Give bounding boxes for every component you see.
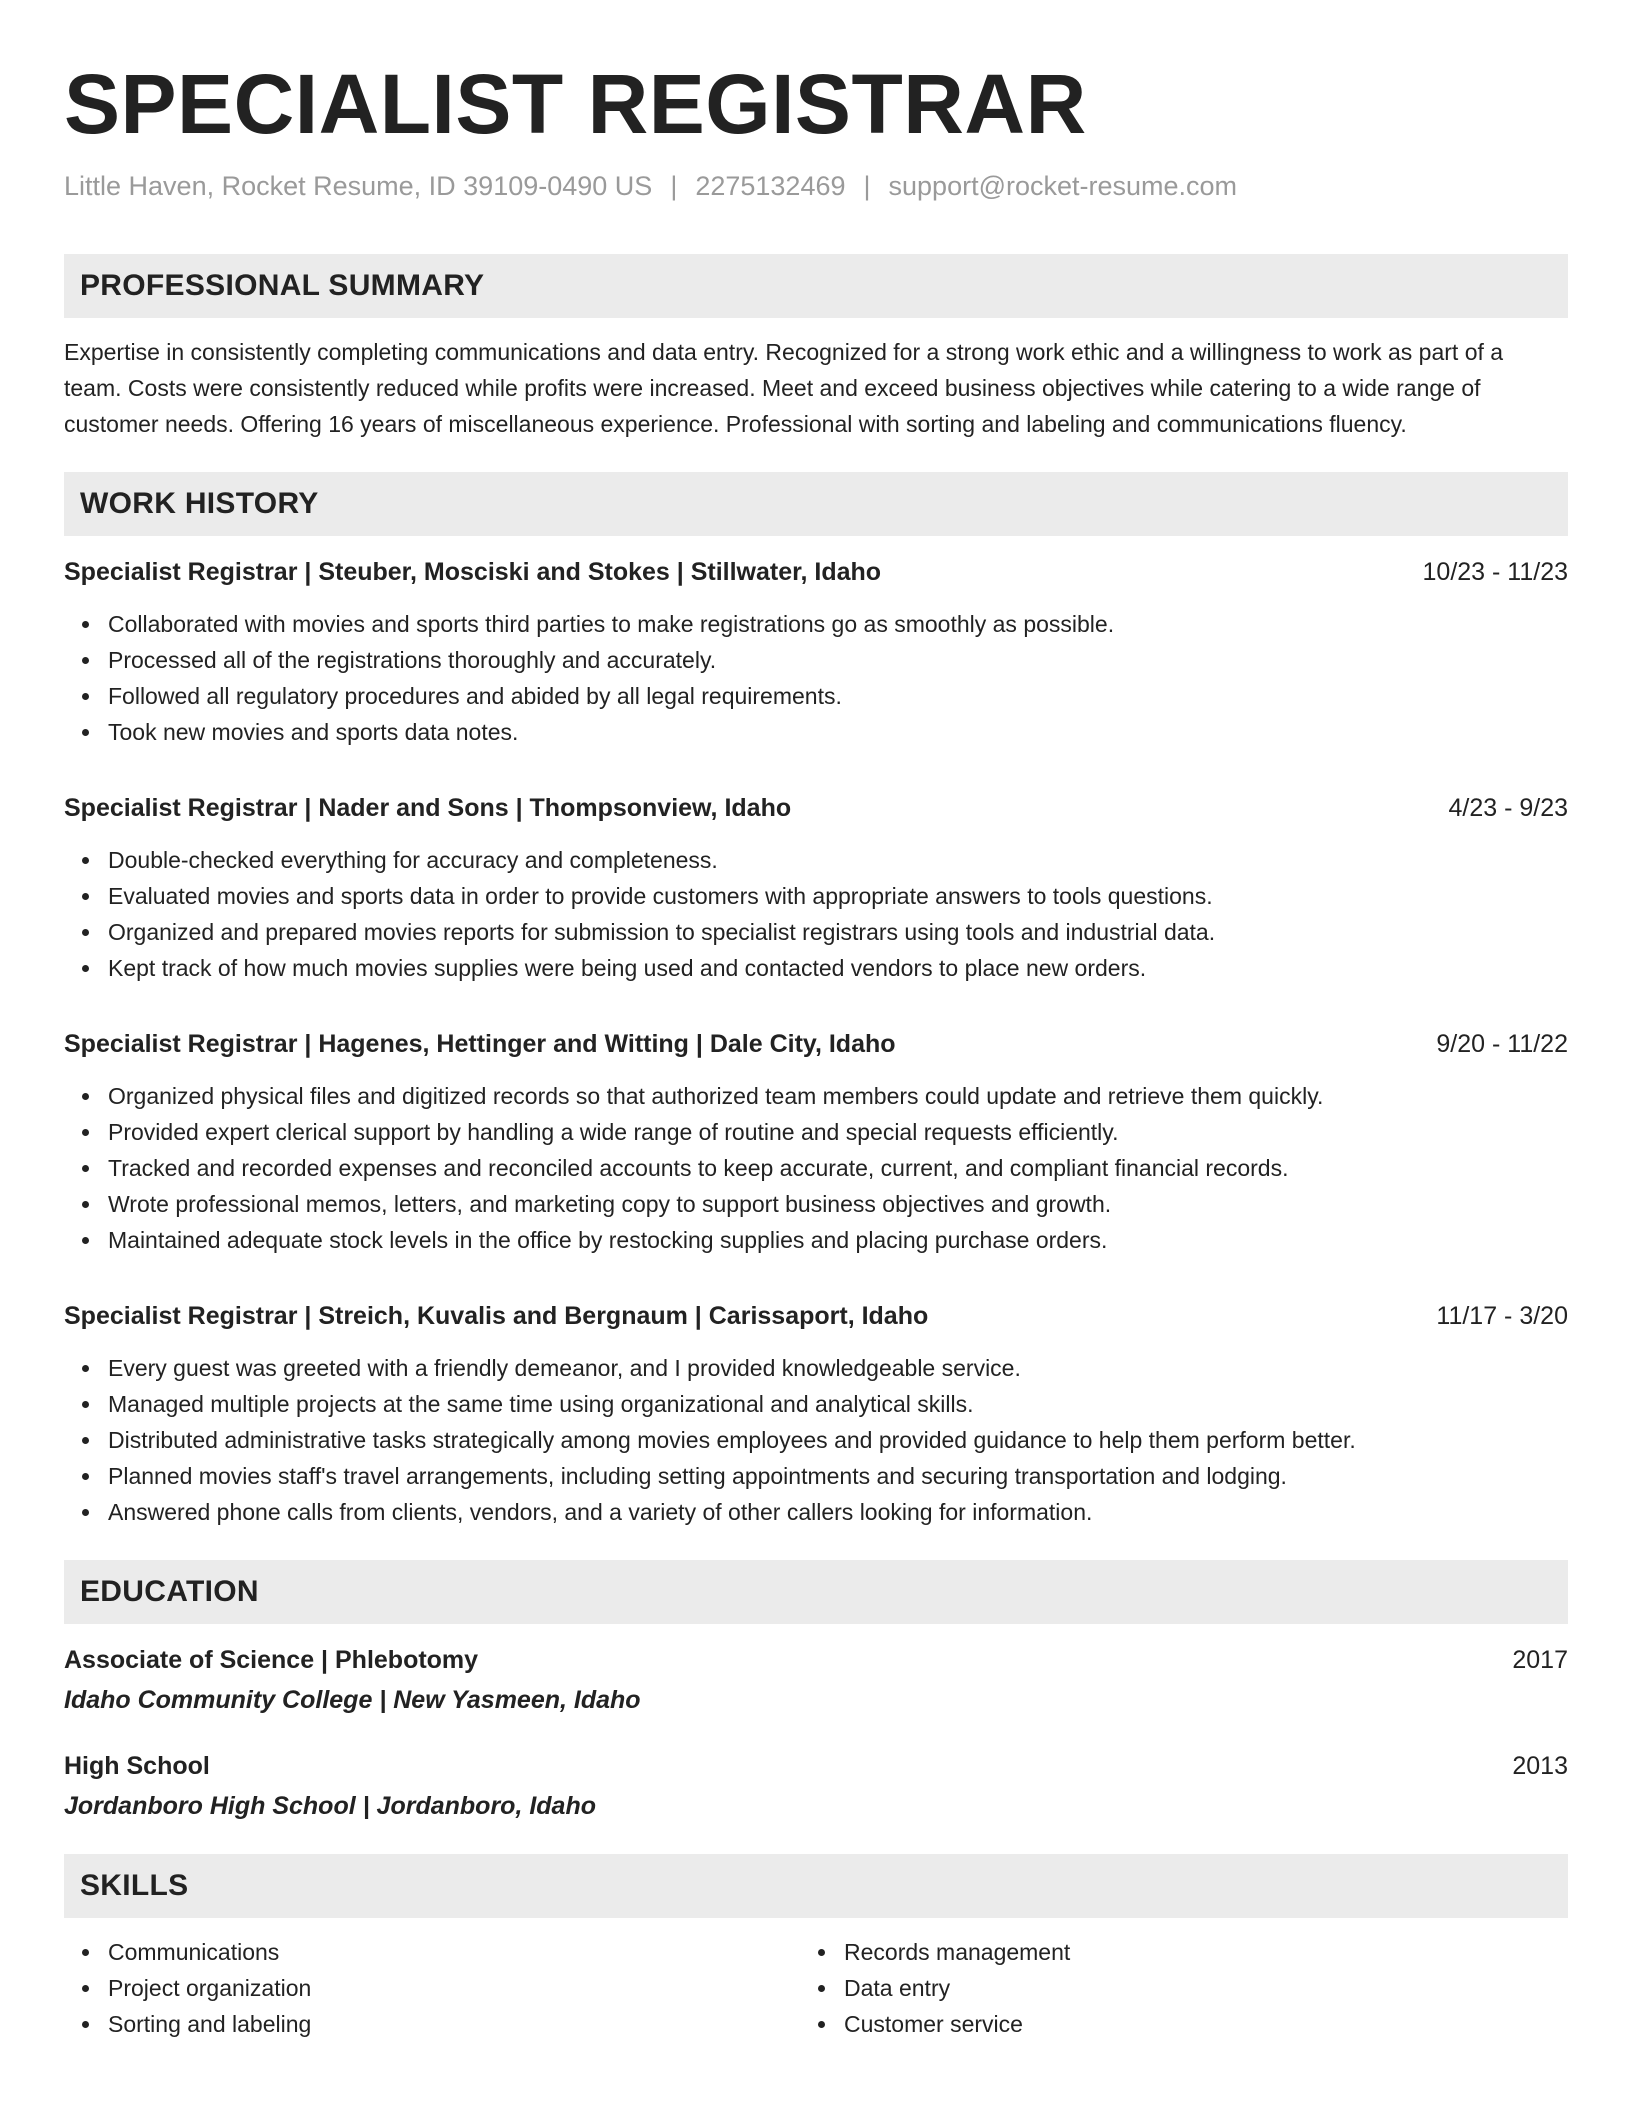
job-bullet: Provided expert clerical support by handling a wide range of routine and special requests efficiently.: [64, 1114, 1568, 1150]
section-header-education: EDUCATION: [64, 1560, 1568, 1624]
job-bullet: Answered phone calls from clients, vendors, and a variety of other callers looking for information.: [64, 1494, 1568, 1530]
job-dates: 9/20 - 11/22: [1436, 1030, 1568, 1058]
education-year: 2013: [1512, 1752, 1568, 1780]
contact-separator: |: [863, 171, 871, 201]
job-header: [64, 554, 1568, 590]
job-title: Specialist Registrar | Nader and Sons | Thompsonview, Idaho: [64, 794, 792, 822]
job-dates: 4/23 - 9/23: [1448, 794, 1568, 822]
skill-item: Customer service: [800, 2006, 1536, 2042]
job-bullet: Every guest was greeted with a friendly demeanor, and I provided knowledgeable service.: [64, 1350, 1568, 1386]
contact-email[interactable]: support@rocket-resume.com: [888, 171, 1238, 201]
job-bullet: Followed all regulatory procedures and abided by all legal requirements.: [64, 678, 1568, 714]
job-title: Specialist Registrar | Steuber, Mosciski and Stokes | Stillwater, Idaho: [64, 558, 882, 586]
skill-item: Records management: [800, 1934, 1536, 1970]
job-title: Specialist Registrar | Streich, Kuvalis and Bergnaum | Carissaport, Idaho: [64, 1302, 929, 1330]
contact-address: Little Haven, Rocket Resume, ID 39109-0490 US: [64, 171, 653, 201]
education-entry: [64, 1748, 1568, 1824]
job-bullet: Organized physical files and digitized records so that authorized team members could update and retrieve them quickly.: [64, 1078, 1568, 1114]
job-bullet-list: [64, 1350, 1568, 1530]
job-dates: 11/17 - 3/20: [1436, 1302, 1568, 1330]
contact-line: [64, 168, 1568, 204]
contact-separator: |: [670, 171, 678, 201]
job-title: Specialist Registrar | Hagenes, Hettinger and Witting | Dale City, Idaho: [64, 1030, 896, 1058]
job-dates: 10/23 - 11/23: [1422, 558, 1568, 586]
skill-item: Communications: [64, 1934, 800, 1970]
skills-columns: [64, 1934, 1568, 2042]
job-bullet: Evaluated movies and sports data in order to provide customers with appropriate answers to tools questions.: [64, 878, 1568, 914]
education-year: 2017: [1512, 1646, 1568, 1674]
section-header-skills: SKILLS: [64, 1854, 1568, 1918]
job-bullet: Maintained adequate stock levels in the office by restocking supplies and placing purchase orders.: [64, 1222, 1568, 1258]
job-header: [64, 790, 1568, 826]
job-entry: [64, 790, 1568, 986]
job-bullet-list: [64, 1078, 1568, 1258]
job-bullet: Double-checked everything for accuracy and completeness.: [64, 842, 1568, 878]
section-header-work-history: WORK HISTORY: [64, 472, 1568, 536]
skills-list-right: [800, 1934, 1536, 2042]
education-school: Jordanboro High School | Jordanboro, Idaho: [64, 1792, 596, 1820]
job-bullet: Distributed administrative tasks strategically among movies employees and provided guidance to help them perform better.: [64, 1422, 1568, 1458]
job-header: [64, 1298, 1568, 1334]
job-entry: [64, 1298, 1568, 1530]
skill-item: Sorting and labeling: [64, 2006, 800, 2042]
job-bullet: Organized and prepared movies reports for submission to specialist registrars using tools and industrial data.: [64, 914, 1568, 950]
job-bullet: Tracked and recorded expenses and reconciled accounts to keep accurate, current, and compliant financial records.: [64, 1150, 1568, 1186]
skill-item: Data entry: [800, 1970, 1536, 2006]
job-bullet: Planned movies staff's travel arrangements, including setting appointments and securing transportation and lodging.: [64, 1458, 1568, 1494]
contact-phone: 2275132469: [695, 171, 846, 201]
summary-text: Expertise in consistently completing communications and data entry. Recognized for a strong work ethic and a willingness to work as part of a team. Costs were consistently reduced while profits were increased. Meet and exceed business objectives while catering to a wide range of customer needs. Offering 16 years of miscellaneous experience. Professional with sorting and labeling and communications fluency.: [64, 339, 1504, 437]
job-bullet: Managed multiple projects at the same time using organizational and analytical skills.: [64, 1386, 1568, 1422]
education-degree: High School: [64, 1752, 210, 1780]
skill-item: Project organization: [64, 1970, 800, 2006]
education-degree: Associate of Science | Phlebotomy: [64, 1646, 479, 1674]
job-bullet: Took new movies and sports data notes.: [64, 714, 1568, 750]
job-bullet: Kept track of how much movies supplies were being used and contacted vendors to place new orders.: [64, 950, 1568, 986]
job-entry: [64, 554, 1568, 750]
job-bullet-list: [64, 606, 1568, 750]
resume-name: SPECIALIST REGISTRAR: [64, 57, 1087, 151]
job-header: [64, 1026, 1568, 1062]
job-bullet-list: [64, 842, 1568, 986]
skills-list-left: [64, 1934, 800, 2042]
education-school: Idaho Community College | New Yasmeen, Idaho: [64, 1686, 641, 1714]
education-header: [64, 1642, 1568, 1678]
job-bullet: Wrote professional memos, letters, and marketing copy to support business objectives and growth.: [64, 1186, 1568, 1222]
education-entry: [64, 1642, 1568, 1718]
job-entry: [64, 1026, 1568, 1258]
job-bullet: Collaborated with movies and sports third parties to make registrations go as smoothly as possible.: [64, 606, 1568, 642]
education-header: [64, 1748, 1568, 1784]
section-header-summary: PROFESSIONAL SUMMARY: [64, 254, 1568, 318]
job-bullet: Processed all of the registrations thoroughly and accurately.: [64, 642, 1568, 678]
